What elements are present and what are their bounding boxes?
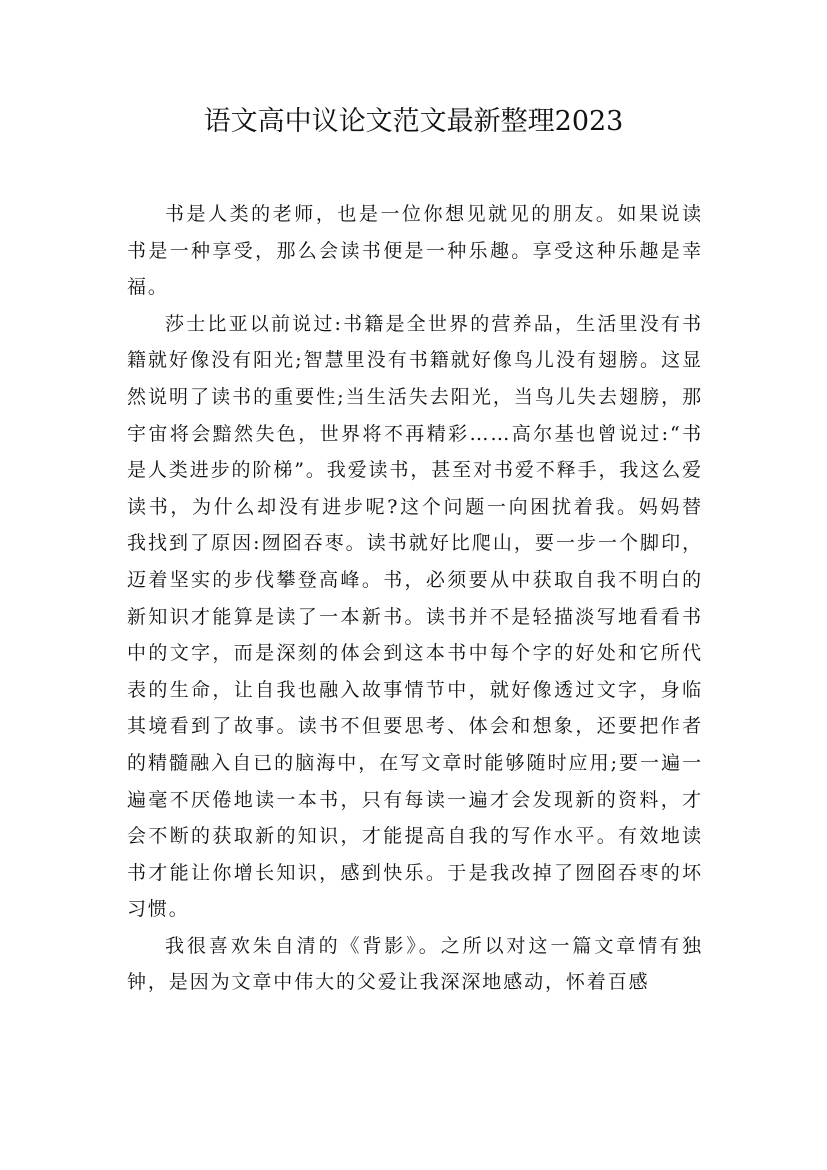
document-body bbox=[127, 196, 703, 1001]
document-title: 语文高中议论文范文最新整理2023 bbox=[203, 106, 624, 137]
paragraph-1: 书是人类的老师，也是一位你想见就见的朋友。如果说读书是一种享受，那么会读书便是一种乐趣。享受这种乐趣是幸福。 bbox=[127, 203, 703, 299]
paragraph-2: 莎士比亚以前说过:书籍是全世界的营养品，生活里没有书籍就好像没有阳光;智慧里没有书籍就好像鸟儿没有翅膀。这显然说明了读书的重要性;当生活失去阳光，当鸟儿失去翅膀，那宇宙将会黯然失色，世界将不再精彩……高尔基也曾说过:“书是人类进步的阶梯”。我爱读书，甚至对书爱不释手，我这么爱读书，为什么却没有进步呢?这个问题一向困扰着我。妈妈替我找到了原因:囫囵吞枣。读书就好比爬山，要一步一个脚印，迈着坚实的步伐攀登高峰。书，必须要从中获取自我不明白的新知识才能算是读了一本新书。读书并不是轻描淡写地看看书中的文字，而是深刻的体会到这本书中每个字的好处和它所代表的生命，让自我也融入故事情节中，就好像透过文字，身临其境看到了故事。读书不但要思考、体会和想象，还要把作者的精髓融入自已的脑海中，在写文章时能够随时应用;要一遍一遍毫不厌倦地读一本书，只有每读一遍才会发现新的资料，才会不断的获取新的知识，才能提高自我的写作水平。有效地读书才能让你增长知识，感到快乐。于是我改掉了囫囵吞枣的坏习惯。 bbox=[127, 312, 703, 921]
paragraph-3: 我很喜欢朱自清的《背影》。之所以对这一篇文章情有独钟，是因为文章中伟大的父爱让我深深地感动，怀着百感 bbox=[127, 934, 703, 994]
